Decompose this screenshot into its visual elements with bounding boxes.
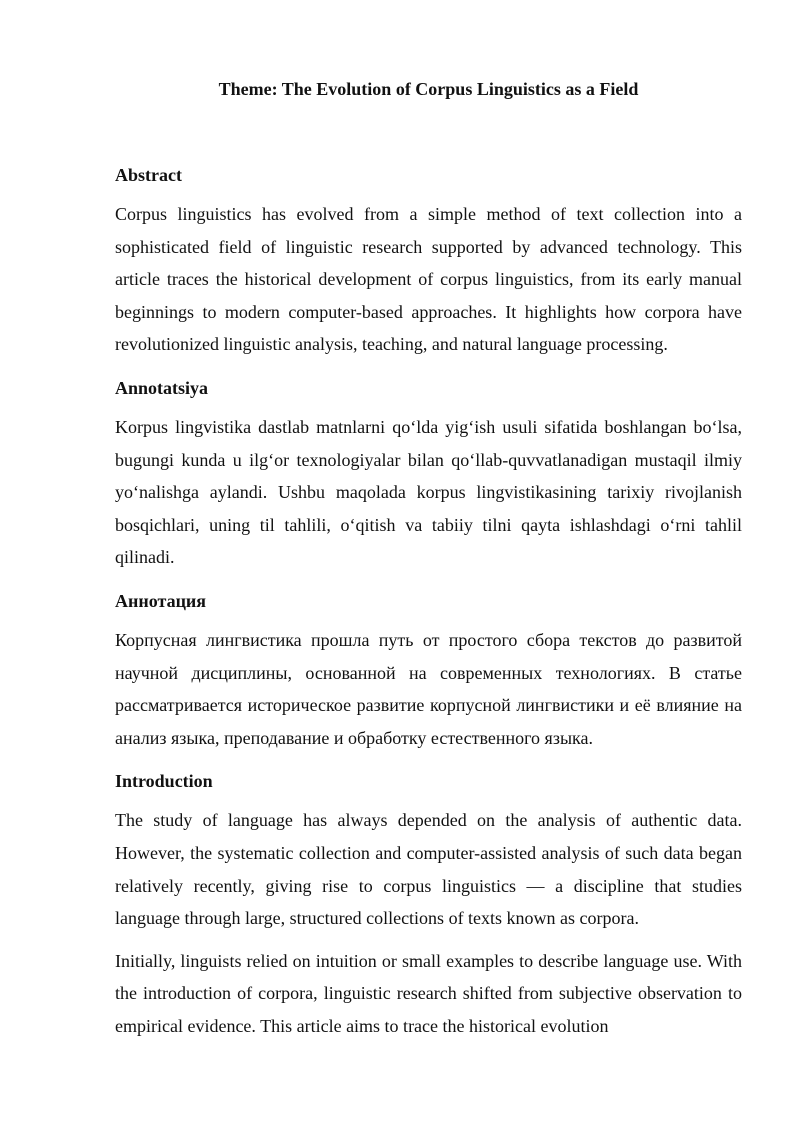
annotatsiya-heading: Annotatsiya [115,377,209,398]
introduction-section [115,764,742,1042]
abstract-section [115,158,742,361]
introduction-paragraph: Initially, linguists relied on intuition or small examples to describe language use. With the introduction of corpora, linguistic research shifted from subjective observation to empirical evidence. This article aims to trace the historical evolution [115,950,742,1036]
abstract-paragraph: Corpus linguistics has evolved from a simple method of text collection into a sophisticated field of linguistic research supported by advanced technology. This article traces the historical development of corpus linguistics, from its early manual beginnings to modern computer-based approaches. It highlights how corpora have revolutionized linguistic analysis, teaching, and natural language processing. [115,204,742,355]
introduction-paragraph: The study of language has always depended on the analysis of authentic data. However, the systematic collection and computer-assisted analysis of such data began relatively recently, giving rise to corpus linguistics — a discipline that studies language through large, structured collections of texts known as corpora. [115,810,742,929]
document-page [115,70,742,1052]
document-title: Theme: The Evolution of Corpus Linguistics as a Field [218,79,639,99]
annotatsiya-ru-section [115,584,742,754]
annotatsiya-ru-heading: Аннотация [115,590,207,611]
annotatsiya-paragraph: Korpus lingvistika dastlab matnlarni qo‘lda yig‘ish usuli sifatida boshlangan bo‘lsa, bugungi kunda u ilg‘or texnologiyalar bilan qo‘llab-quvvatlanadigan mustaqil ilmiy yo‘nalishga aylandi. Ushbu maqolada korpus lingvistikasining tarixiy rivojlanish bosqichlari, uning til tahlili, o‘qitish va tabiiy tilni qayta ishlashdagi o‘rni tahlil qilinadi. [115,416,742,568]
annotatsiya-section [115,371,742,574]
abstract-heading: Abstract [115,165,182,185]
introduction-heading: Introduction [115,771,213,792]
annotatsiya-ru-paragraph: Корпусная лингвистика прошла путь от простого сбора текстов до развитой научной дисциплины, основанной на современных технологиях. В статье рассматривается историческое развитие корпусной лингвистики и её влияние на анализ языка, преподавание и обработку естественного языка. [115,629,742,748]
title-spacer [115,106,742,158]
